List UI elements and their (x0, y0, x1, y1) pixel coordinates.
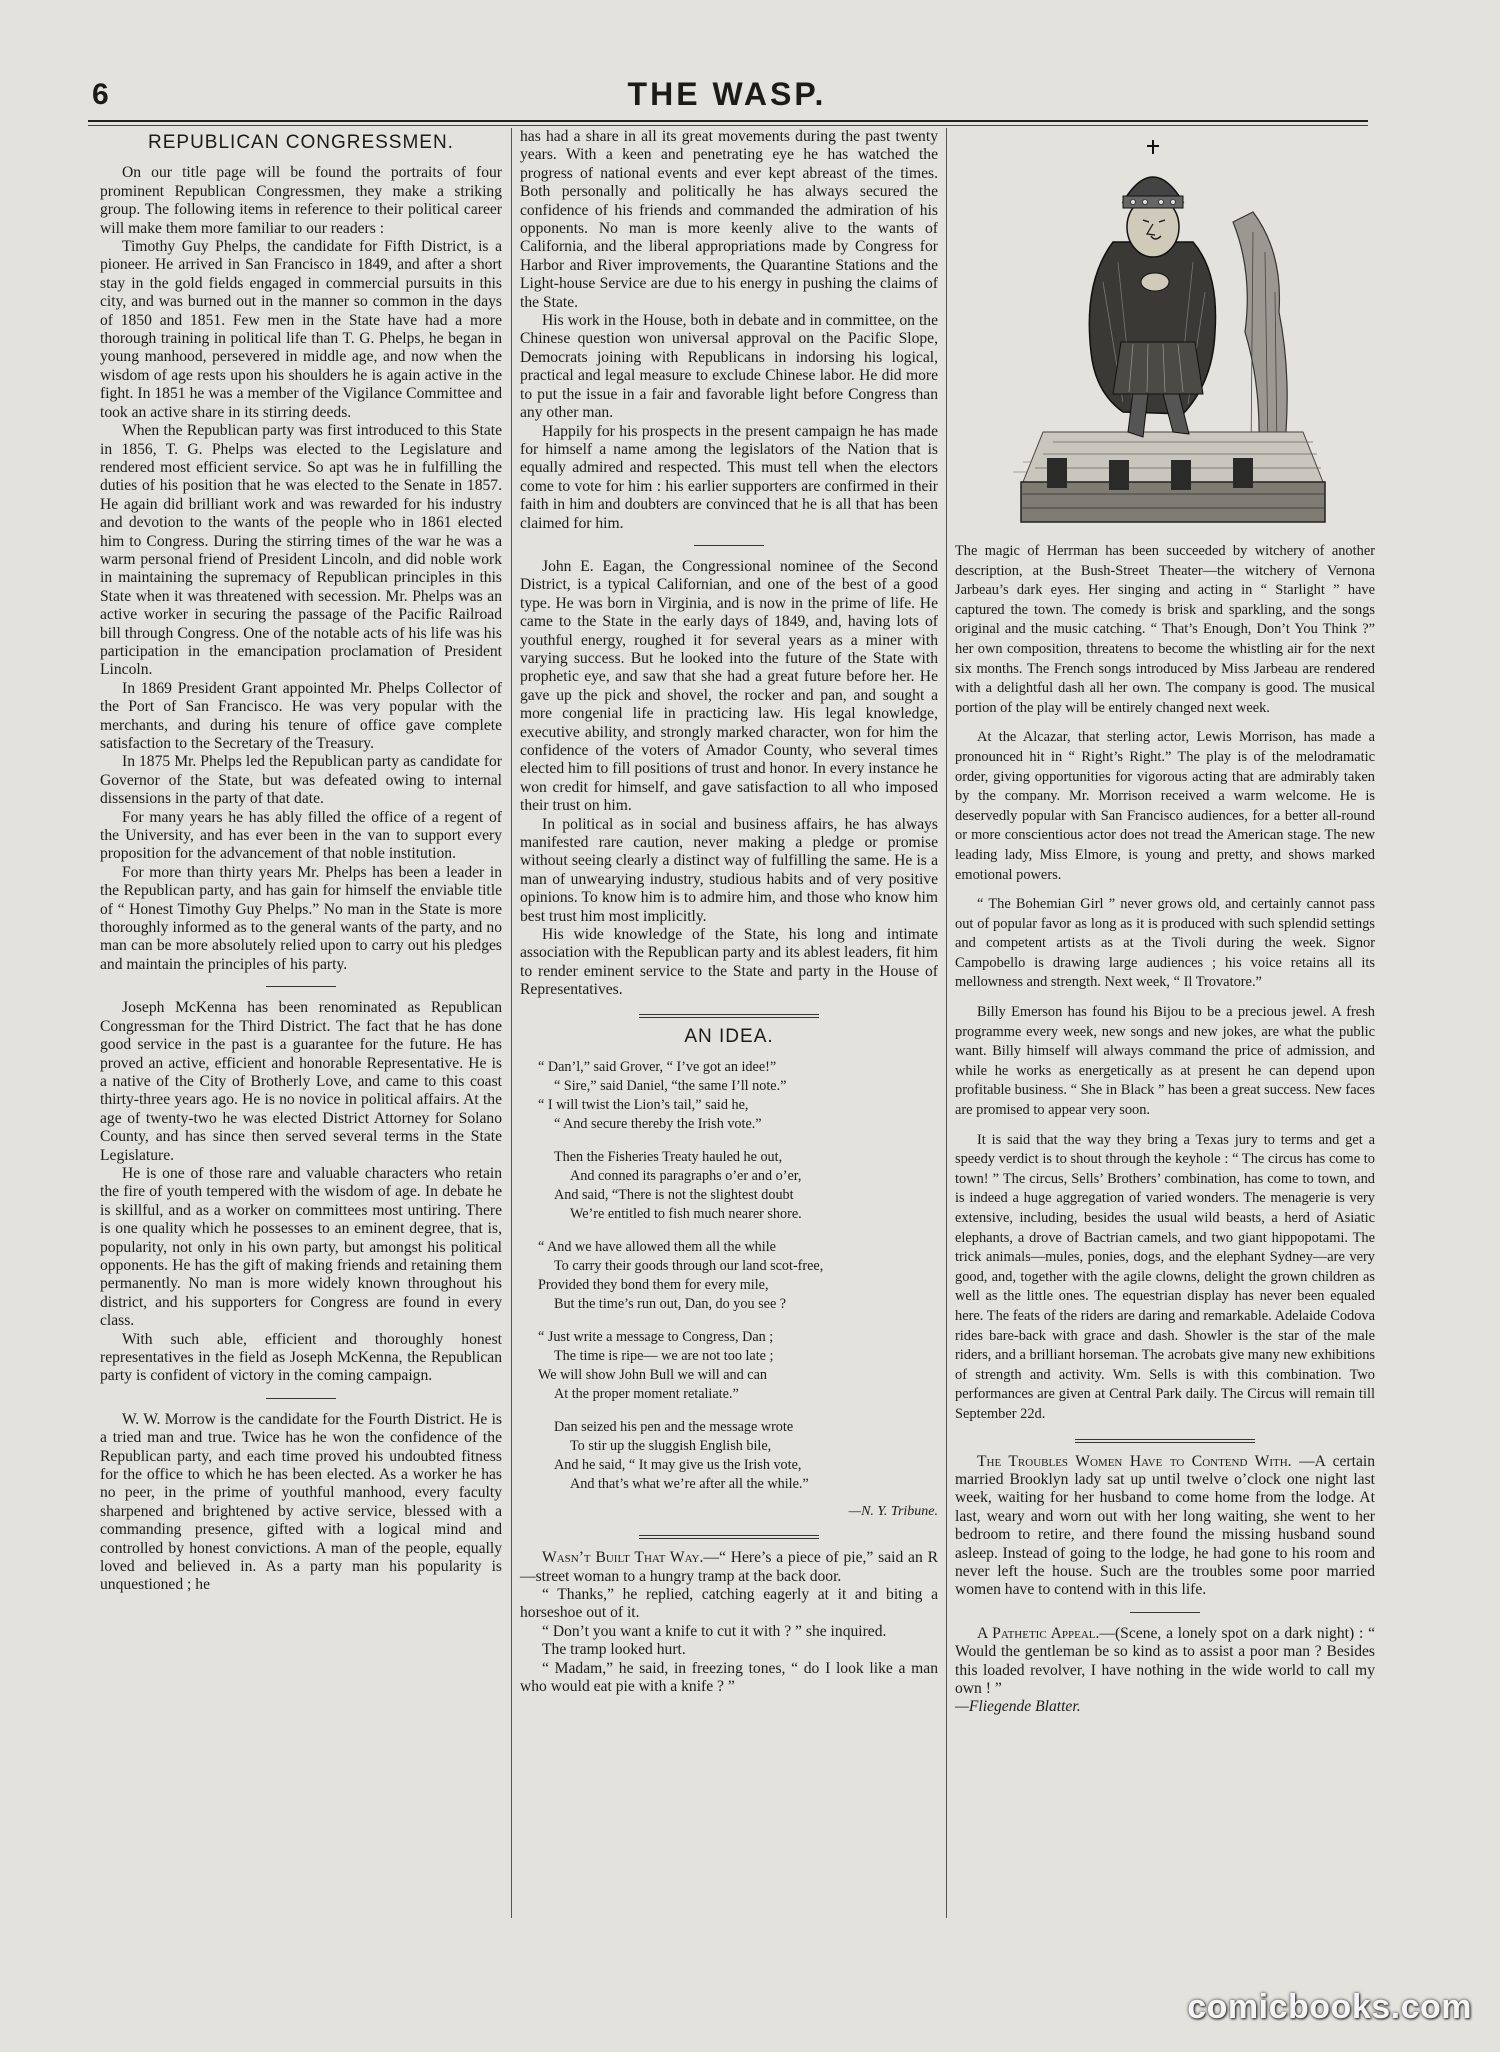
paragraph: The tramp looked hurt. (542, 1641, 686, 1659)
item-text: —“ Here’s a piece of pie,” said an R—street woman to a hungry tramp at the back door. (520, 1549, 938, 1585)
poem-stanza (538, 1418, 938, 1494)
item-text: —A certain married Brooklyn lady sat up until twelve o’clock one night last week, waiting for her husband to come home from the lodge. At last, weary and worn out with her long waiting, she went to her bedroom to retire, and there found the missing husband sound asleep. Instead of going to the lodge, he had gone to his room and never left the house. Such are the troubles some poor married women have to contend with in this life. (955, 1452, 1375, 1599)
poem-line: Dan seized his pen and the message wrote (554, 1419, 794, 1436)
separator-double (1075, 1439, 1255, 1443)
paragraph: “ Madam,” he said, in freezing tones, “ do I look like a man who would eat pie with a knife ? ” (520, 1659, 938, 1695)
column-divider-1 (511, 128, 512, 1918)
paragraph: His wide knowledge of the State, his long and intimate association with the Republican party and its ablest leaders, fit him to render eminent service to the State and party in the House of Representatives. (520, 926, 938, 999)
paragraph: has had a share in all its great movements during the past twenty years. With a keen and penetrating eye he has watched the progress of national events and ever kept abreast of the times. Both personally and politically he has always secured the confidence of his friends and commanded the admiration of his opponents. No man is more keenly alive to the wants of California, and the liberal appropriations made by Congress for Harbor and River improvements, the Quarantine Stations and the Light-house Service are due to his energy in pushing the claims of the State. (520, 128, 938, 311)
paragraph: When the Republican party was first introduced to this State in 1856, T. G. Phelps was elected to the Legislature and rendered most efficient service. So apt was he in fulfilling the duties of his position that he was elected to the Senate in 1857. He again did brilliant work and was rewarded for his industry and devotion to the wants of the people who in 1861 elected him to Congress. During the stirring times of the war he was a warm personal friend of President Lincoln, and did noble work in maintaining the supremacy of Republican principles in this State when it was threatened with secession. Mr. Phelps was an active worker in securing the passage of the Pacific Railroad bill through Congress. One of the notable acts of his life was his participation in the emancipation proclamation of President Lincoln. (100, 422, 502, 679)
paragraph (520, 1549, 938, 1586)
paragraph: For more than thirty years Mr. Phelps has been a leader in the Republican party, and has gain for himself the enviable title of “ Honest Timothy Guy Phelps.” No man in the State is more thoroughly informed as to the general wants of the party, and no man can be more absolutely relied upon to carry out his pledges and maintain the principles of his party. (100, 863, 502, 973)
poem-stanza (538, 1148, 938, 1224)
paragraph: “ The Bohemian Girl ” never grows old, and certainly cannot pass out of popular favor as long as it is produced with such splendid settings and competent artists as at the Tivoli during the week. Signor Campobello is drawing large audiences ; his voice retains all its mellowness and strength. Next week, “ Il Trovatore.” (955, 896, 1375, 991)
witch-figure-illustration (983, 132, 1347, 532)
paragraph: In 1869 President Grant appointed Mr. Phelps Collector of the Port of San Francisco. He was very popular with the merchants, and during his tenure of office gave complete satisfaction to the Secretary of the Treasury. (100, 679, 502, 752)
paragraph: Happily for his prospects in the present campaign he has made for himself a name among the legislators of the Nation that is equally admired and respected. This must tell when the electors come to vote for him : his earlier supporters are confirmed in their faith in him and doubters are convinced that he is all that has been claimed for him. (520, 422, 938, 532)
poem-source: —N. Y. Tribune. (848, 1504, 938, 1520)
separator (266, 1398, 336, 1399)
poem-line: And that’s what we’re after all the while.” (570, 1476, 809, 1493)
site-watermark: comicbooks.com (1187, 1988, 1472, 2026)
paragraph: “ Thanks,” he replied, catching eagerly at it and biting a horseshoe out of it. (520, 1585, 938, 1622)
article-title: REPUBLICAN CONGRESSMEN. (148, 132, 454, 153)
page-header (88, 72, 1366, 122)
poem-line: “ I will twist the Lion’s tail,” said he, (538, 1097, 749, 1114)
poem-line: The time is ripe— we are not too late ; (554, 1348, 774, 1365)
item-lead: The Troubles Women Have to Contend With. (977, 1452, 1292, 1470)
poem-line: We’re entitled to fish much nearer shore. (570, 1206, 802, 1223)
item-lead: Wasn’t Built That Way. (542, 1549, 704, 1567)
separator-double (639, 1535, 819, 1539)
poem-title: AN IDEA. (684, 1025, 774, 1047)
separator-double (639, 1014, 819, 1018)
poem (538, 1058, 938, 1521)
paragraph: Joseph McKenna has been renominated as Republican Congressman for the Third District. The fact that he has done good service in the past is a guarantee for the future. He has proved an active, efficient and honorable Representative. He is a native of the City of Brotherly Love, and came to this coast thirty-three years ago. He is no novice in political affairs. At the age of twenty-two he was elected District Attorney for Solano County, and has since then served several terms in the State Legislature. (100, 999, 502, 1164)
poem-line: “ Dan’l,” said Grover, “ I’ve got an idee!” (538, 1059, 777, 1076)
poem-stanza (538, 1238, 938, 1314)
column-1 (100, 128, 502, 1595)
paragraph: John E. Eagan, the Congressional nominee of the Second District, is a typical Californian, and one of the best of a good type. He was born in Virginia, and is now in the prime of life. He came to the State in the early days of 1849, and, having lots of youthful energy, roughed it for several years as a miner with varying success. But he looked into the future of the State with prophetic eye, and saw that she had a great future before her. He gave up the pick and shovel, the rocker and pan, and sought a more congenial life in practicing law. His legal knowledge, executive ability, and strongly marked character, won for him the confidence of the voters of Amador County, who several times elected him to fill positions of trust and honor. In every instance he won credit for himself, and gave satisfaction to all who imposed their trust on him. (520, 557, 938, 815)
paragraph: It is said that the way they bring a Texas jury to terms and get a speedy verdict is to shout through the keyhole : “ The circus has come to town! ” The circus, Sells’ Brothers’ combination, has come to town, and is indeed a huge aggregation of varied wonders. The menagerie is very extensive, including, besides the usual wild beasts, a herd of Asiatic elephants, a drove of Bactrian camels, and two giant hippopotami. The trick animals—mules, ponies, dogs, and the elephant Sydney—are very good, and, together with the agile clowns, delight the grown children as well as the little ones. The equestrian display has never been equaled here. The feats of the riders are daring and remarkable. Adelaide Codova rides bare-back with grace and dash. Showler is the star of the male riders, and a brilliant horseman. The acrobats give many new exhibitions of strength and activity. Wm. Sells is with this combination. Two performances are given at Central Park daily. The Circus will remain till September 22d. (955, 1131, 1375, 1422)
poem-line: “ And we have allowed them all the while (538, 1239, 776, 1256)
header-rule-thin (88, 125, 1368, 126)
poem-line: “ Just write a message to Congress, Dan ; (538, 1329, 774, 1346)
paragraph (955, 1625, 1375, 1699)
source-line (955, 1698, 1375, 1716)
poem-line: Provided they bond them for every mile, (538, 1277, 769, 1294)
poem-line: And conned its paragraphs o’er and o’er, (570, 1168, 802, 1185)
poem-stanza (538, 1058, 938, 1134)
column-divider-2 (946, 128, 947, 1918)
poem-line: We will show John Bull we will and can (538, 1367, 767, 1384)
paragraph: For many years he has ably filled the office of a regent of the University, and has ever been in the van to support every proposition for the advancement of that noble institution. (100, 808, 502, 863)
page-number: 6 (92, 78, 109, 111)
poem-line: At the proper moment retaliate.” (554, 1386, 739, 1403)
paragraph: On our title page will be found the portraits of four prominent Republican Congressmen, they make a striking group. The following items in reference to their political career will make them more familiar to our readers : (100, 164, 502, 237)
paragraph: In 1875 Mr. Phelps led the Republican party as candidate for Governor of the State, but was defeated owing to internal dissensions in the party of that date. (100, 753, 502, 808)
poem-line: Then the Fisheries Treaty hauled he out, (554, 1149, 783, 1166)
illustration-witch (983, 132, 1347, 532)
poem-stanza (538, 1328, 938, 1404)
paragraph (955, 1453, 1375, 1600)
paragraph: At the Alcazar, that sterling actor, Lewis Morrison, has made a pronounced hit in “ Right’s Right.” The play is of the melodramatic order, giving opportunities for vigorous acting that are admirably taken by the company. Mr. Morrison received a warm welcome. He is deservedly popular with San Francisco audiences, for a better all-round or more conscientious actor does not tread the American stage. The new leading lady, Miss Elmore, is young and pretty, and shows marked emotional powers. (955, 729, 1375, 883)
source: —Fliegende Blatter. (955, 1698, 1081, 1716)
poem-line: And he said, “ It may give us the Irish vote, (554, 1457, 802, 1474)
poem-line: “ And secure thereby the Irish vote.” (554, 1116, 762, 1133)
poem-line: To stir up the sluggish English bile, (570, 1438, 772, 1455)
header-rule (88, 120, 1368, 122)
paragraph: Timothy Guy Phelps, the candidate for Fifth District, is a pioneer. He arrived in San Francisco in 1849, and after a short stay in the gold fields engaged in commercial pursuits in this city, and was burned out in the manner so common in the days of 1850 and 1851. Few men in the State have had a more thorough training in political life than T. G. Phelps, he began in young manhood, persevered in middle age, and now when the wisdom of age rests upon his shoulders he is again active in the fight. In 1851 he was a member of the Vigilance Committee and took an active share in its stirring deeds. (100, 238, 502, 421)
paragraph: The magic of Herrman has been succeeded by witchery of another description, at the Bush-Street Theater—the witchery of Vernona Jarbeau’s dark eyes. Her singing and acting in “ Starlight ” have captured the town. The comedy is brisk and sparkling, and the songs original and the music catching. “ That’s Enough, Don’t You Think ?” her own composition, threatens to become the whistling air for the next six months. The French songs introduced by Miss Jarbeau are rendered with a delightful dash all her own. The company is good. The musical portion of the play will be entirely changed next week. (955, 543, 1375, 716)
paragraph: He is one of those rare and valuable characters who retain the fire of youth tempered with the wisdom of age. In debate he is skillful, and as a worker on committees most untiring. There is one quality which he possesses to an eminent degree, that is, popularity, not only in his own party, but amongst his political opponents. He has the gift of making friends and retaining them permanently. No man is more widely known throughout his district, and his supporters for Congress are found in every class. (100, 1164, 502, 1330)
poem-line: To carry their goods through our land scot-free, (554, 1258, 824, 1275)
paragraph: “ Don’t you want a knife to cut it with ? ” she inquired. (542, 1622, 887, 1640)
column-2 (520, 128, 938, 1696)
separator (1130, 1612, 1200, 1613)
poem-line: “ Sire,” said Daniel, “the same I’ll note.” (554, 1078, 787, 1095)
item-lead: A Pathetic Appeal. (977, 1624, 1100, 1642)
masthead: THE WASP. (627, 76, 827, 112)
column-3 (955, 128, 1375, 1717)
separator (694, 545, 764, 546)
paragraph: W. W. Morrow is the candidate for the Fourth District. He is a tried man and true. Twice has he won the confidence of the Republican party, and each time proved his undoubted fitness for the office to which he has been elected. As a worker he has no peer, in the prime of youthful manhood, every faculty sharpened and brightened by active service, blessed with a commanding presence, gifted with a logical mind and controlled by honest convictions. A man of the people, equally loved and believed in. As a party man his popularity is unquestioned ; he (100, 1410, 502, 1594)
poem-line: But the time’s run out, Dan, do you see ? (554, 1296, 787, 1313)
item-text: —(Scene, a lonely spot on a dark night) : “ Would the gentleman be so kind as to assist a poor man ? Besides this loaded revolver, I have nothing in the wide world to call my own ! ” (955, 1624, 1375, 1697)
poem-line: And said, “There is not the slightest doubt (554, 1187, 794, 1204)
paragraph: With such able, efficient and thoroughly honest representatives in the field as Joseph McKenna, the Republican party is confident of victory in the coming campaign. (100, 1330, 502, 1385)
paragraph: In political as in social and business affairs, he has always manifested rare caution, never making a pledge or promise without seeing clearly a distinct way of fulfilling the same. He is a man of unwearying industry, studious habits and of very positive opinions. To know him is to admire him, and those who know him best trust him most implicitly. (520, 815, 938, 925)
paragraph: Billy Emerson has found his Bijou to be a precious jewel. A fresh programme every week, new songs and new jokes, are what the public want. Billy himself will always command the price of admission, and while he works as energetically as at present he can depend upon profitable business. “ She in Black ” has been a great success. New faces are promised to appear very soon. (955, 1004, 1375, 1119)
separator (266, 986, 336, 987)
paragraph: His work in the House, both in debate and in committee, on the Chinese question won universal approval on the Pacific Slope, Democrats joining with Republicans in indorsing his logical, practical and legal measure to exclude Chinese labor. He did more to put the issue in a fair and favorable light before Congress than any other man. (520, 312, 938, 422)
